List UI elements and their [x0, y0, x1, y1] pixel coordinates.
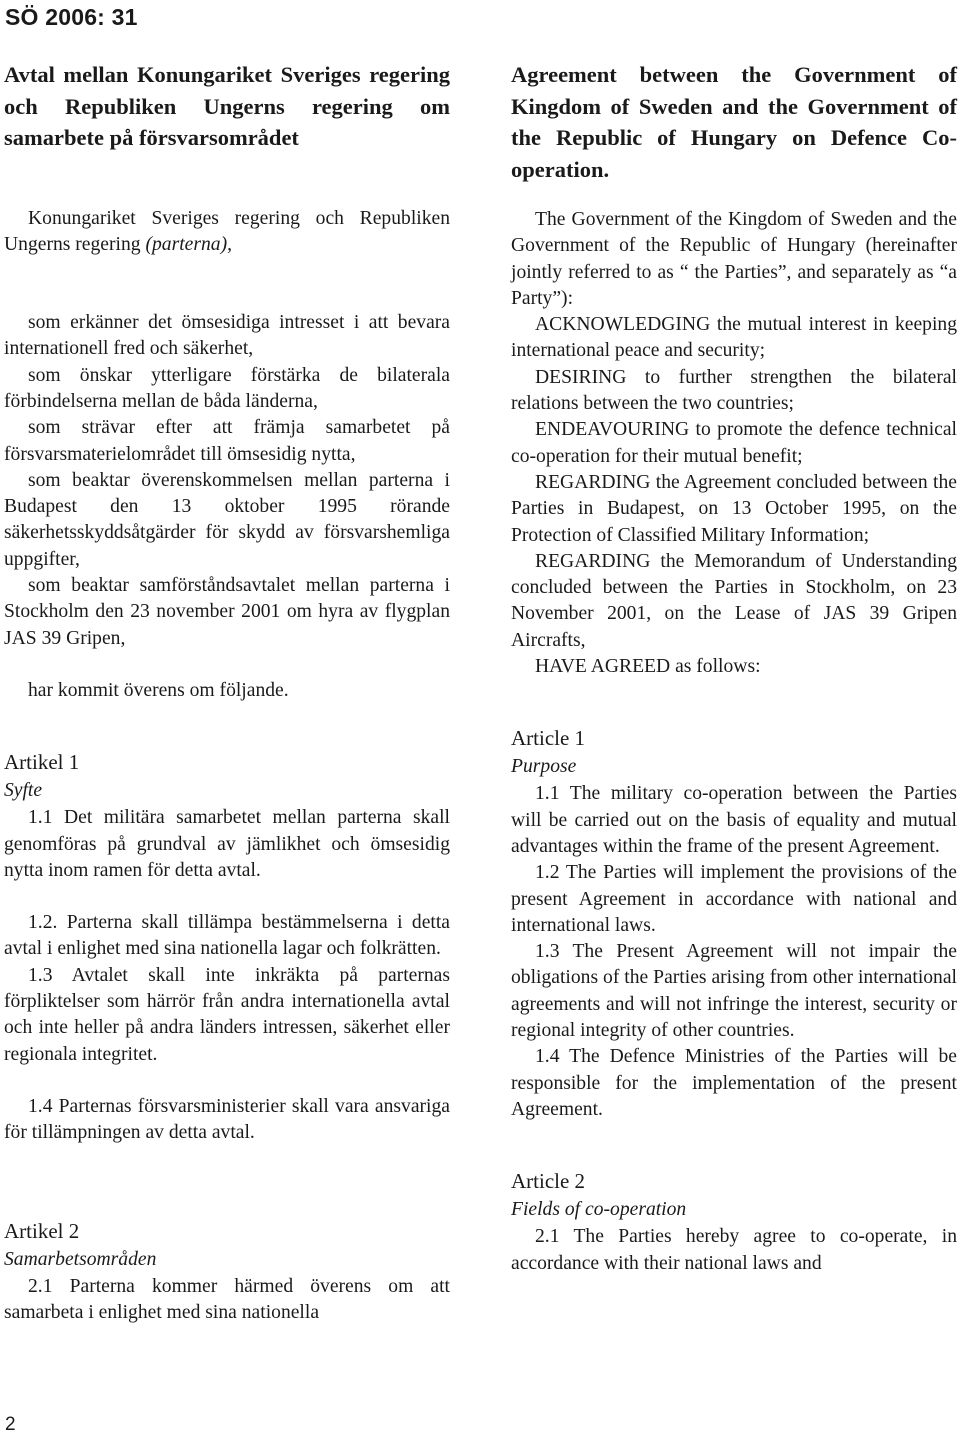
swedish-preamble — [4, 206, 450, 259]
swedish-column — [4, 58, 450, 1326]
english-article1-p3: 1.3 The Present Agreement will not impair the obligations of the Parties arising from other international agreements and will not infringe the interest, security or regional integrity of other countries. — [511, 941, 957, 1042]
swedish-agreed-statement: har kommit överens om följande. — [28, 679, 289, 701]
english-recital: DESIRING to further strengthen the bilateral relations between the two countries; — [511, 366, 957, 415]
swedish-title: Avtal mellan Konungariket Sveriges regering och Republiken Ungerns regering om samarbete på försvarsområdet — [4, 62, 450, 150]
english-recital: ENDEAVOURING to promote the defence technical co-operation for their mutual benefit; — [511, 419, 957, 467]
english-recitals — [511, 312, 957, 680]
swedish-article2-p1: 2.1 Parterna kommer härmed överens om att samarbeta i enlighet med sina nationella — [4, 1275, 450, 1323]
english-article2-heading: Article 2 — [511, 1169, 586, 1194]
english-agreed-statement: HAVE AGREED as follows: — [535, 656, 761, 678]
english-recital: REGARDING the Memorandum of Understanding concluded between the Parties in Stockholm, on 23 November 2001, on the Lease of JAS 39 Gripen Aircrafts, — [511, 550, 957, 651]
swedish-article2-heading: Artikel 2 — [4, 1218, 80, 1243]
swedish-article1-p1: 1.1 Det militära samarbetet mellan parterna skall genomföras på grundval av jämlikhet och ömsesidig nytta inom ramen för detta avtal. — [4, 807, 450, 881]
swedish-article1-subtitle: Syfte — [4, 780, 43, 802]
english-article2-subtitle: Fields of co-operation — [511, 1199, 687, 1221]
english-article1-p1: 1.1 The military co-operation between the Parties will be carried out on the basis of equality and mutual advantages within the frame of the present Agreement. — [511, 783, 957, 857]
swedish-recital: som beaktar överenskommelsen mellan parterna i Budapest den 13 oktober 1995 rörande säkerhetsskyddsåtgärder för skydd av försvarshemliga uppgifter, — [4, 469, 450, 570]
english-title: Agreement between the Government of Kingdom of Sweden and the Government of the Republic of Hungary on Defence Co-operation. — [511, 62, 957, 182]
english-recital: ACKNOWLEDGING the mutual interest in keeping international peace and security; — [511, 314, 957, 362]
swedish-article1-heading: Artikel 1 — [4, 750, 80, 775]
swedish-recitals — [4, 310, 450, 652]
swedish-recital: som strävar efter att främja samarbetet på försvarsmaterielområdet till ömsesidig nytta, — [4, 417, 450, 465]
swedish-article1-p3: 1.3 Avtalet skall inte inkräkta på parternas förpliktelser som härrör från andra internationella avtal och inte heller på andra länders intressen, säkerhet eller regionala integritet. — [4, 964, 450, 1065]
swedish-preamble-parties: (parterna), — [145, 233, 232, 255]
page-number: 2 — [5, 1414, 16, 1435]
swedish-article2-subtitle: Samarbetsområden — [4, 1248, 157, 1270]
english-article2-p1: 2.1 The Parties hereby agree to co-operate, in accordance with their national laws and — [511, 1226, 957, 1274]
english-column — [511, 58, 957, 1277]
swedish-article1-p2: 1.2. Parterna skall tillämpa bestämmelserna i detta avtal i enlighet med sina nationella lagar och folkrätten. — [4, 912, 450, 960]
english-article1-subtitle: Purpose — [511, 756, 577, 778]
english-preamble: The Government of the Kingdom of Sweden and the Government of the Republic of Hungary (hereinafter jointly referred to as “ the Parties”, and separately as “a Party”): — [511, 209, 957, 309]
swedish-recital: som beaktar samförståndsavtalet mellan parterna i Stockholm den 23 november 2001 om hyra av flygplan JAS 39 Gripen, — [4, 575, 450, 649]
english-recital: REGARDING the Agreement concluded between the Parties in Budapest, on 13 October 1995, on the Protection of Classified Military Information; — [511, 471, 957, 546]
swedish-preamble-text: Konungariket Sveriges regering och Republiken Ungerns regering — [4, 207, 450, 255]
english-article1-p4: 1.4 The Defence Ministries of the Parties will be responsible for the implementation of the present Agreement. — [511, 1046, 957, 1120]
document-reference: SÖ 2006: 31 — [5, 4, 138, 30]
english-article1-heading: Article 1 — [511, 726, 586, 751]
swedish-article1-p4: 1.4 Parternas försvarsministerier skall vara ansvariga för tillämpningen av detta avtal. — [4, 1095, 450, 1144]
swedish-recital: som erkänner det ömsesidiga intresset i att bevara internationell fred och säkerhet, — [4, 312, 450, 360]
swedish-recital: som önskar ytterligare förstärka de bilaterala förbindelserna mellan de båda länderna, — [4, 364, 450, 412]
english-article1-p2: 1.2 The Parties will implement the provisions of the present Agreement in accordance with national and international laws. — [511, 862, 957, 936]
